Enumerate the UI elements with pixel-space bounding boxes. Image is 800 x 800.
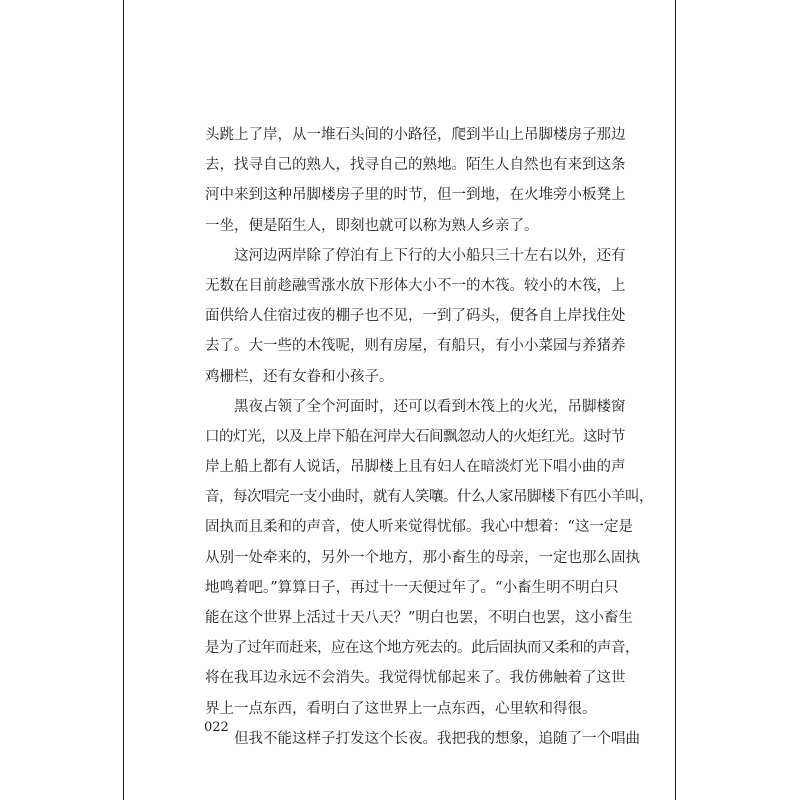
text-line: 一坐，便是陌生人，即刻也就可以称为熟人乡亲了。 [205, 217, 539, 234]
paragraph-first-line: 黑夜占领了全个河面时，还可以看到木筏上的火光，吊脚楼窗 [234, 398, 626, 415]
text-line: 河中来到这种吊脚楼房子里的时节，但一到地，在火堆旁小板凳上 [205, 187, 626, 204]
text-line: 面供给人住宿过夜的棚子也不见，一到了码头，便各自上岸找住处 [205, 308, 626, 325]
text-line: 将在我耳边永远不会消失。我觉得忧郁起来了。我仿佛触着了这世 [205, 670, 626, 687]
text-line: 固执而且柔和的声音，使人听来觉得忧郁。我心中想着：“这一定是 [205, 519, 633, 536]
text-line: 口的灯光，以及上岸下船在河岸大石间飘忽动人的火炬红光。这时节 [205, 428, 625, 445]
text-line: 地鸣着吧。”算算日子，再过十一天便过年了。“小畜生明不明白只 [205, 579, 619, 596]
text-line: 音，每次唱完一支小曲时，就有人笑嚷。什么人家吊脚楼下有匹小羊叫， [205, 489, 653, 506]
text-line: 去，找寻自己的熟人，找寻自己的熟地。陌生人自然也有来到这条 [205, 157, 626, 174]
page-number: 022 [204, 720, 229, 735]
text-line: 鸡栅栏，还有女眷和小孩子。 [205, 368, 394, 385]
paragraph-first-line: 这河边两岸除了停泊有上下行的大小船只三十左右以外，还有 [234, 247, 626, 264]
book-page [123, 0, 676, 800]
text-line: 从别一处牵来的，另外一个地方，那小畜生的母亲，一定也那么固执 [205, 549, 640, 566]
paragraph-first-line: 但我不能这样子打发这个长夜。我把我的想象，追随了一个唱曲 [234, 730, 640, 747]
text-line: 头跳上了岸，从一堆石头间的小路径，爬到半山上吊脚楼房子那边 [205, 127, 626, 143]
text-line: 去了。大一些的木筏呢，则有房屋，有船只，有小小菜园与养猪养 [205, 338, 626, 355]
text-line: 能在这个世界上活过十天八天？”明白也罢，不明白也罢，这小畜生 [205, 610, 633, 626]
text-line: 无数在目前趁融雪涨水放下形体大小不一的木筏。较小的木筏，上 [205, 277, 626, 294]
text-line: 是为了过年而赶来，应在这个地方死去的。此后固执而又柔和的声音， [205, 640, 639, 657]
body-text [205, 120, 653, 754]
text-line: 界上一点东西，看明白了这世界上一点东西，心里软和得很。 [205, 700, 597, 717]
text-line: 岸上船上都有人说话，吊脚楼上且有妇人在暗淡灯光下唱小曲的声 [205, 459, 626, 476]
